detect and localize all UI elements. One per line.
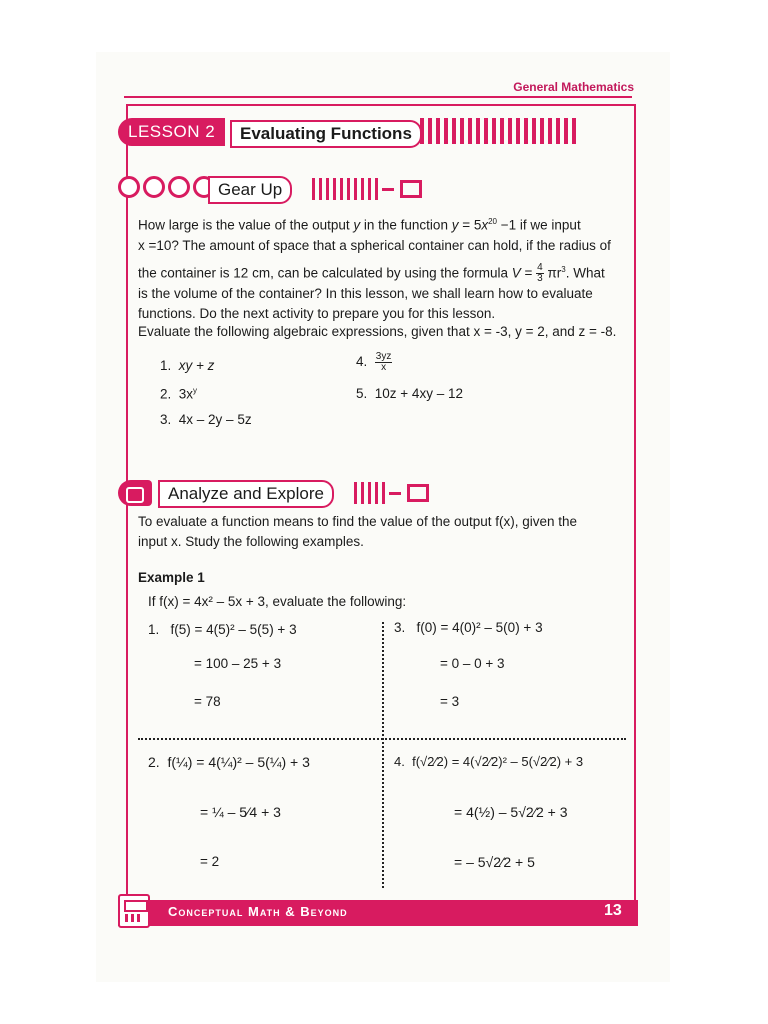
problem-2-line-1: 2. f(¼) = 4(¼)² – 5(¼) + 3 — [148, 754, 310, 770]
problem-1-line-1: 1. f(5) = 4(5)² – 5(5) + 3 — [148, 622, 297, 637]
problem-4-line-1: 4. f(√2⁄2) = 4(√2⁄2)² – 5(√2⁄2) + 3 — [394, 754, 584, 769]
problem-3-line-3: = 3 — [440, 694, 460, 709]
problem-2-line-2: = ¼ – 5⁄4 + 3 — [200, 804, 281, 820]
series-title: Conceptual Math & Beyond — [168, 904, 348, 919]
decorative-bars — [420, 118, 576, 146]
problem-1-line-2: = 100 – 25 + 3 — [194, 656, 282, 671]
exercise-item-3: 3. 4x – 2y – 5z — [160, 412, 252, 427]
exercise-item-4: 4. $\frac{3yz}{x}$ — [356, 351, 392, 373]
header-rule — [124, 96, 632, 98]
book-title: General Mathematics — [513, 80, 634, 94]
calculator-icon — [118, 894, 150, 928]
problem-3-line-2: = 0 – 0 + 3 — [440, 656, 505, 671]
decorative-bars — [354, 482, 429, 504]
problem-1-line-3: = 78 — [194, 694, 221, 709]
decorative-bars — [312, 178, 422, 200]
problem-2-line-3: = 2 — [200, 854, 220, 869]
binoculars-icon — [118, 480, 152, 506]
analyze-title: Analyze and Explore — [158, 480, 334, 508]
lesson-banner — [118, 118, 634, 146]
row-divider — [138, 738, 626, 740]
exercise-item-2: 2. $3x^y$ — [160, 386, 198, 402]
exercise-item-5: 5. 10z + 4xy – 12 — [356, 386, 463, 401]
problem-4-line-2: = 4(½) – 5√2⁄2 + 3 — [454, 804, 568, 820]
exercise-item-1: 1. xy + z — [160, 358, 215, 373]
problem-3-line-1: 3. f(0) = 4(0)² – 5(0) + 3 — [394, 620, 543, 635]
gear-icon — [118, 176, 215, 198]
lesson-label: LESSON 2 — [118, 118, 225, 146]
analyze-heading — [118, 480, 634, 508]
gear-up-heading — [118, 176, 634, 204]
instruction-text: Evaluate the following algebraic expressions, given that x = -3, y = 2, and z = -8. — [138, 324, 617, 339]
fraction: $\frac{4}{3}$ — [537, 261, 543, 284]
gear-up-paragraph: How large is the value of the output y in the function $y = 5x^{20} -1$ if we input x =10? The amount of space that a spherical container can hold, if the radius of the container is 12 cm, can be calculated by using the formula V = $\frac{4}{3}$ $\pi r^3$. What is the volume of the container? In this lesson, we shall learn how to evaluate functions. Do the next activity to prepare you for this lesson. — [138, 217, 611, 321]
gear-up-title: Gear Up — [208, 176, 292, 204]
page-number: 13 — [604, 902, 622, 919]
example-title: Example 1 — [138, 570, 205, 585]
example-prompt: If f(x) = 4x² – 5x + 3, evaluate the following: — [148, 594, 407, 609]
problem-4-line-3: = – 5√2⁄2 + 5 — [454, 854, 535, 870]
lesson-title: Evaluating Functions — [230, 120, 422, 148]
column-divider — [382, 622, 384, 888]
analyze-paragraph: To evaluate a function means to find the value of the output f(x), given the input x. Study the following examples. — [138, 514, 578, 549]
